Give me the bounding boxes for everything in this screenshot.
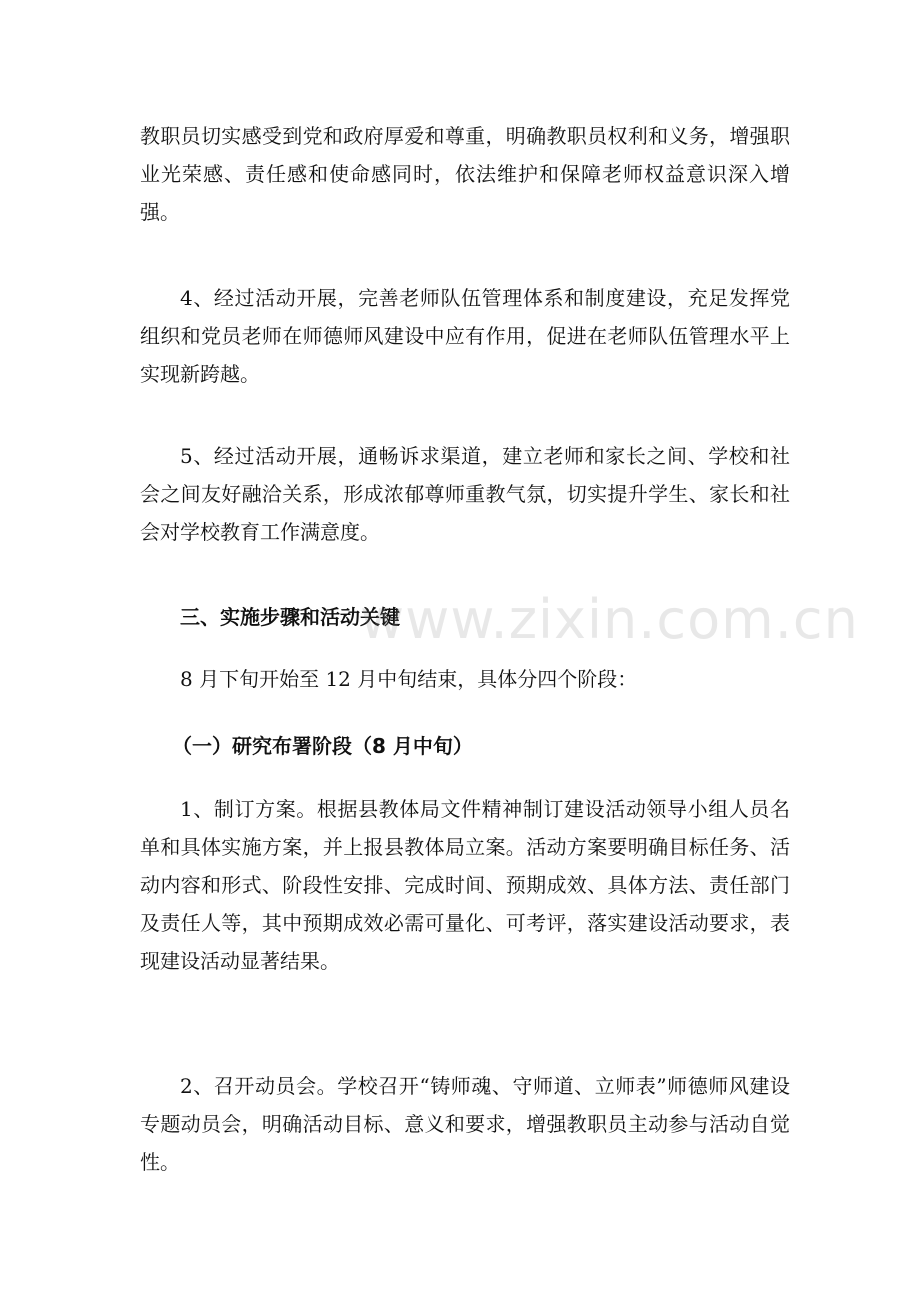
- section-heading-3: 三、实施步骤和活动关键: [180, 605, 400, 629]
- stage-1-heading: （一）研究布署阶段（8 月中旬）: [172, 734, 473, 758]
- paragraph-step-1: 1、制订方案。根据县教体局文件精神制订建设活动领导小组人员名单和具体实施方案，并上报县教体局立案。活动方案要明确目标任务、活动内容和形式、阶段性安排、完成时间、预期成效、具体方法、责任部门及责任人等，其中预期成效必需可量化、可考评，落实建设活动要求，表现建设活动显著结果。: [140, 797, 790, 973]
- watermark-text: www.zixin.com.cn: [360, 588, 859, 651]
- paragraph-item-5: 5、经过活动开展，通畅诉求渠道，建立老师和家长之间、学校和社会之间友好融洽关系，形成浓郁尊师重教气氛，切实提升学生、家长和社会对学校教育工作满意度。: [140, 444, 790, 544]
- schedule-paragraph: 8 月下旬开始至 12 月中旬结束，具体分四个阶段：: [180, 667, 638, 691]
- paragraph-step-2: 2、召开动员会。学校召开“铸师魂、守师道、立师表”师德师风建设专题动员会，明确活动目标、意义和要求，增强教职员主动参与活动自觉性。: [140, 1074, 790, 1174]
- paragraph-item-4: 4、经过活动开展，完善老师队伍管理体系和制度建设，充足发挥党组织和党员老师在师德师风建设中应有作用，促进在老师队伍管理水平上实现新跨越。: [140, 286, 790, 386]
- paragraph-continuation: 教职员切实感受到党和政府厚爱和尊重，明确教职员权利和义务，增强职业光荣感、责任感和使命感同时，依法维护和保障老师权益意识深入增强。: [140, 124, 790, 224]
